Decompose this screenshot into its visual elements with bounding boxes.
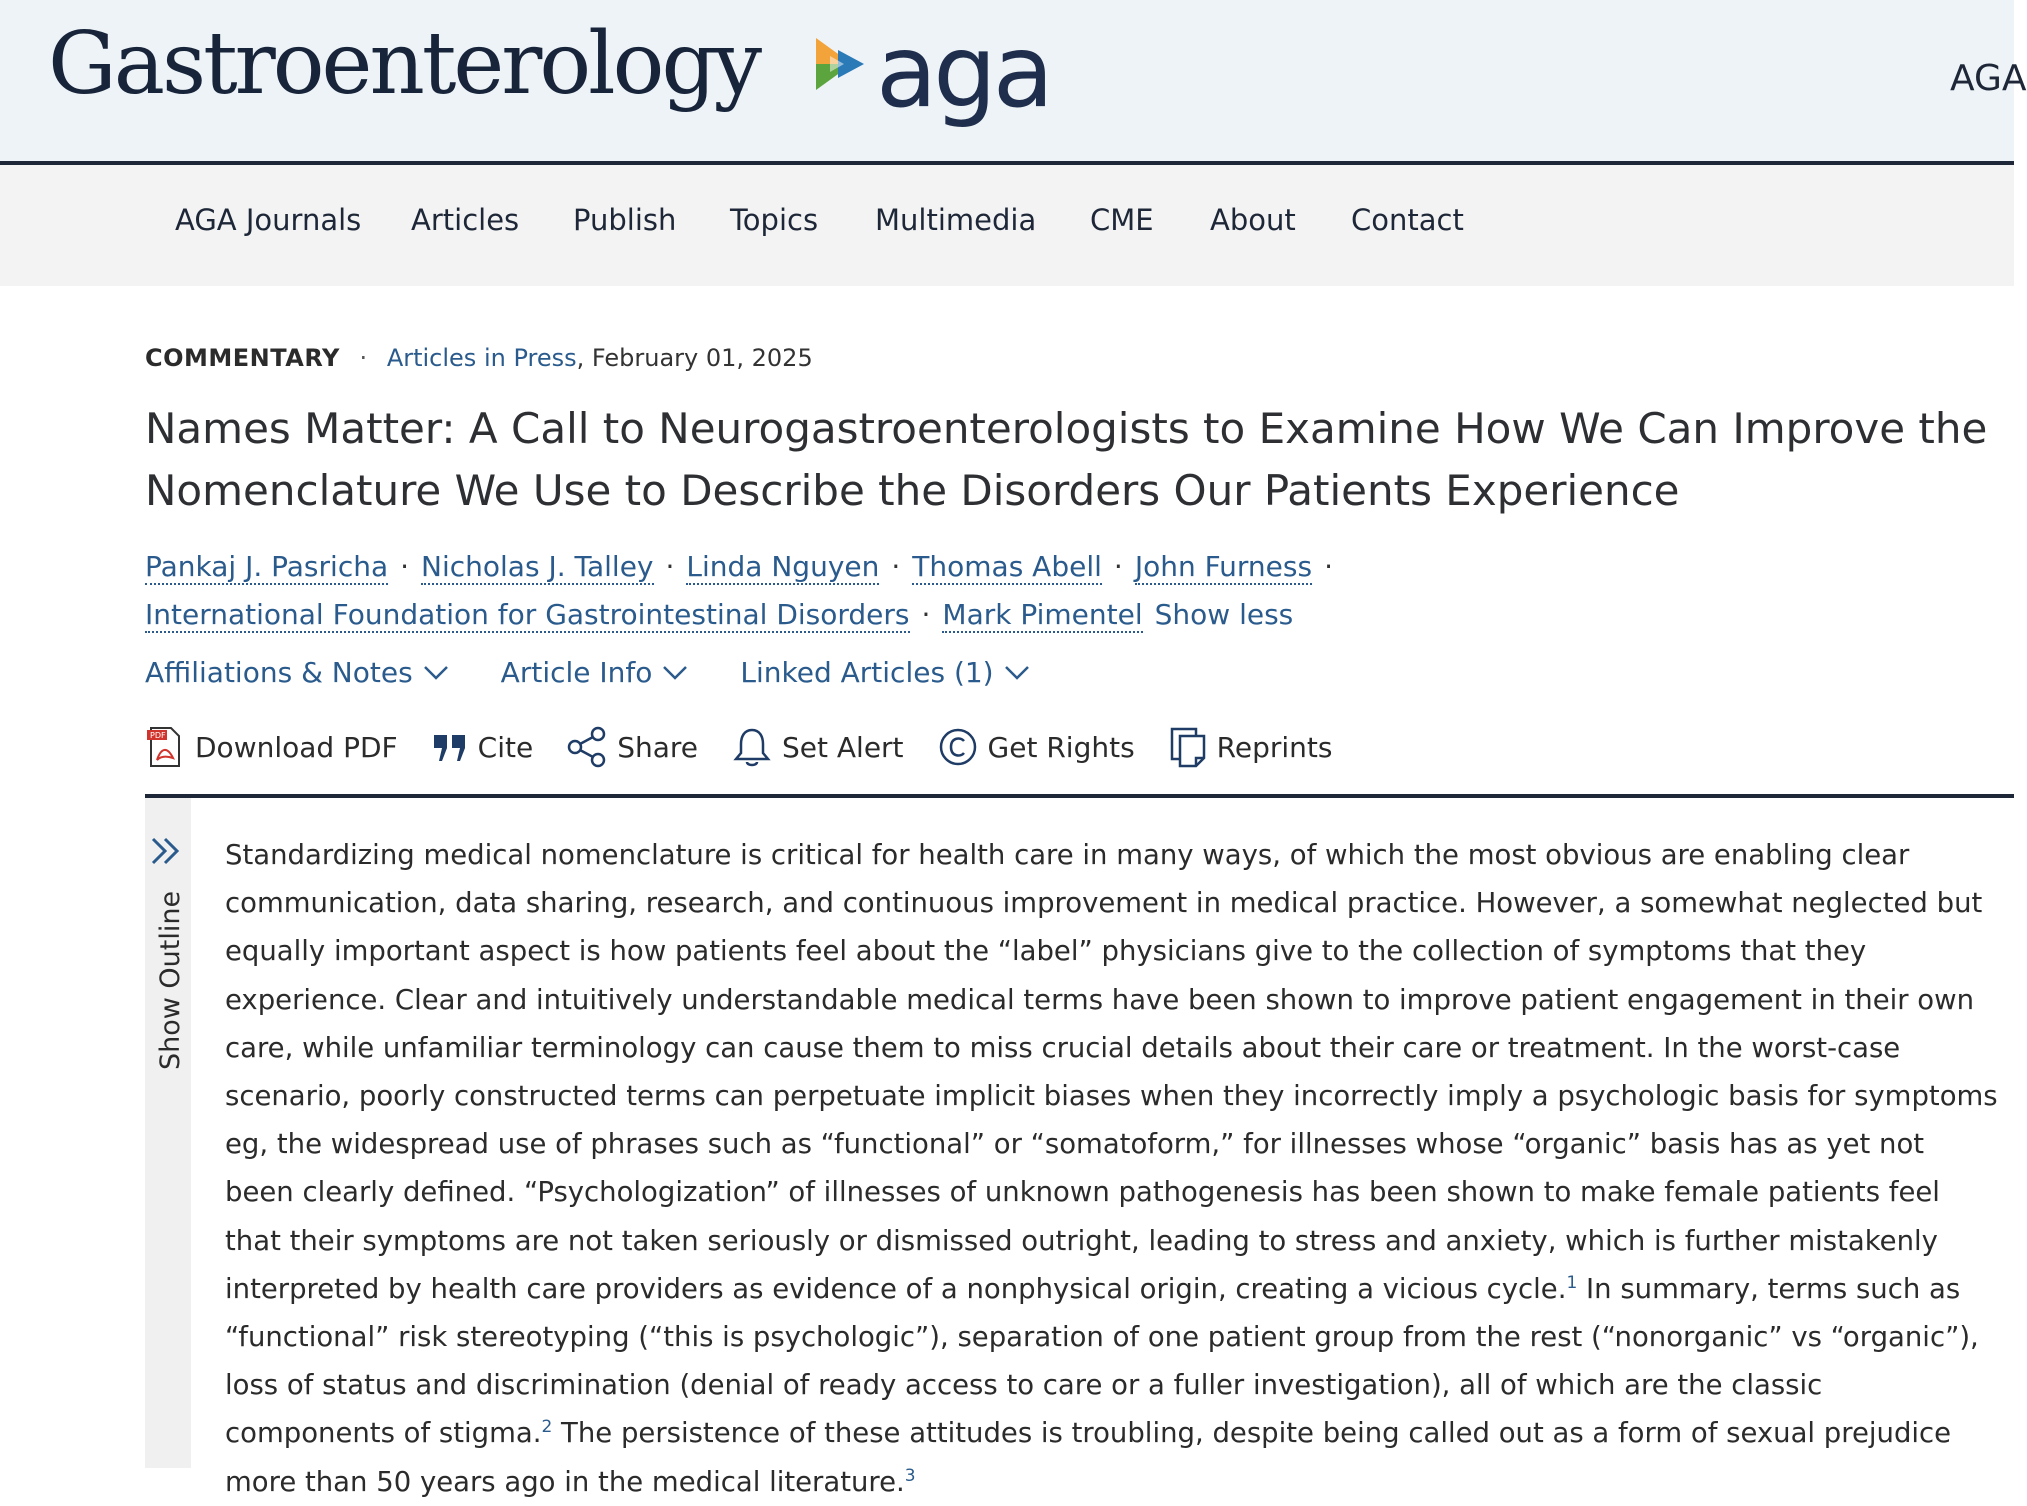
nav-articles[interactable]: Articles [411,203,520,237]
nav-contact[interactable]: Contact [1351,203,1464,237]
download-pdf-button[interactable] [145,726,398,768]
action-label: Reprints [1216,730,1333,764]
reprints-button[interactable] [1169,726,1333,768]
main-nav [0,165,2014,286]
pdf-icon [145,726,185,768]
meta-separator: · [359,344,368,372]
accordion-label: Linked Articles (1) [740,656,994,689]
author-link[interactable]: Nicholas J. Talley [421,550,654,583]
chevron-down-icon [662,665,688,681]
action-label: Get Rights [987,730,1135,764]
article-type: COMMENTARY [145,344,340,372]
show-less-link[interactable]: Show less [1154,598,1294,631]
journal-logo[interactable]: Gastroenterology [48,14,760,114]
nav-aga-journals[interactable]: AGA Journals [175,203,362,237]
reference-link[interactable]: 1 [1566,1272,1578,1293]
author-link[interactable]: Pankaj J. Pasricha [145,550,389,583]
chevron-down-icon [1004,665,1030,681]
nav-publish[interactable]: Publish [573,203,677,237]
get-rights-button[interactable] [938,726,1135,768]
linked-articles-toggle[interactable] [740,656,1029,689]
show-outline-button[interactable]: Show Outline [155,890,186,1070]
body-text-part-3: The persistence of these attitudes is troubling, despite being called out as a form of sexual prejudice more than 50 years ago in the medical literature. [225,1417,1952,1498]
body-text-part-1: Standardizing medical nomenclature is critical for health care in many ways, of which the most obvious are enabling clear communication, data sharing, research, and continuous improvement in medical practice. However, a somewhat neglected but equally important aspect is how patients feel about the “label” physicians give to the collection of symptoms that they experience. Clear and intuitively understandable medical terms have been shown to improve patient engagement in their own care, while unfamiliar terminology can cause them to miss crucial details about their care or treatment. In the worst-case scenario, poorly constructed terms can perpetuate implicit biases when they incorrectly imply a psychologic basis for symptoms eg, the widespread use of phrases such as “functional” or “somatoform,” for illnesses whose “organic” basis has as yet not been clearly defined. “Psychologization” of illnesses of unknown pathogenesis has been shown to make female patients feel that their symptoms are not taken seriously or dismissed outright, leading to stress and anxiety, which is further mistakenly interpreted by health care providers as evidence of a nonphysical origin, creating a vicious cycle. [225,839,1998,1305]
aga-logo-text: aga [876,13,1051,130]
nav-cme[interactable]: CME [1090,203,1154,237]
author-link[interactable]: International Foundation for Gastrointestinal Disorders [145,598,910,631]
svg-text:PDF: PDF [150,731,166,740]
action-label: Share [617,730,698,764]
quote-icon [432,731,468,763]
affiliations-notes-toggle[interactable] [145,656,449,689]
share-icon [567,727,607,767]
articles-in-press-link[interactable]: Articles in Press [386,344,577,372]
author-list: Pankaj J. Pasricha · Nicholas J. Talley · Linda Nguyen · Thomas Abell · John Furness · International Foundation for Gastrointestinal Disorders · Mark Pimentel Show less [145,550,1333,631]
double-chevron-right-icon[interactable] [147,834,187,868]
aga-menu-link[interactable]: AGA [1950,58,2027,99]
body-text-part-2: In summary, terms such as “functional” risk stereotyping (“this is psychologic”), separation of one patient group from the rest (“nonorganic” vs “organic”), loss of status and discrimination (denial of ready access to care or a fuller investigation), all of which are the classic components of stigma. [225,1272,1979,1450]
aga-logo[interactable] [812,13,1051,130]
masthead [0,0,2027,165]
article-info-toggle[interactable] [501,656,689,689]
article-body-paragraph [225,831,2000,1506]
article-meta [145,344,813,372]
nav-multimedia[interactable]: Multimedia [875,203,1037,237]
author-link[interactable]: Linda Nguyen [686,550,880,583]
chevron-down-icon [423,665,449,681]
action-label: Set Alert [782,730,904,764]
nav-about[interactable]: About [1210,203,1296,237]
author-link[interactable]: John Furness [1134,550,1313,583]
bell-icon [732,726,772,768]
reference-link[interactable]: 2 [541,1417,553,1438]
set-alert-button[interactable] [732,726,904,768]
nav-topics[interactable]: Topics [730,203,819,237]
content-divider [145,794,2014,798]
share-button[interactable] [567,726,698,768]
article-title: Names Matter: A Call to Neurogastroenterologists to Examine How We Can Improve the Nomenclature We Use to Describe the Disorders Our Patients Experience [145,404,1988,515]
aga-logo-mark-icon [812,36,866,92]
publication-date: , February 01, 2025 [576,344,813,372]
article-accordions [145,656,1030,689]
outline-rail[interactable] [145,798,191,1468]
reprints-icon [1169,726,1207,768]
reference-link[interactable]: 3 [904,1465,916,1486]
cite-button[interactable] [432,726,534,768]
author-link[interactable]: Thomas Abell [912,550,1102,583]
action-label: Download PDF [195,730,398,764]
copyright-icon [938,727,978,767]
accordion-label: Article Info [500,656,653,689]
action-label: Cite [477,730,534,764]
accordion-label: Affiliations & Notes [145,656,413,689]
article-toolbar [145,726,1332,768]
author-link[interactable]: Mark Pimentel [942,598,1143,631]
